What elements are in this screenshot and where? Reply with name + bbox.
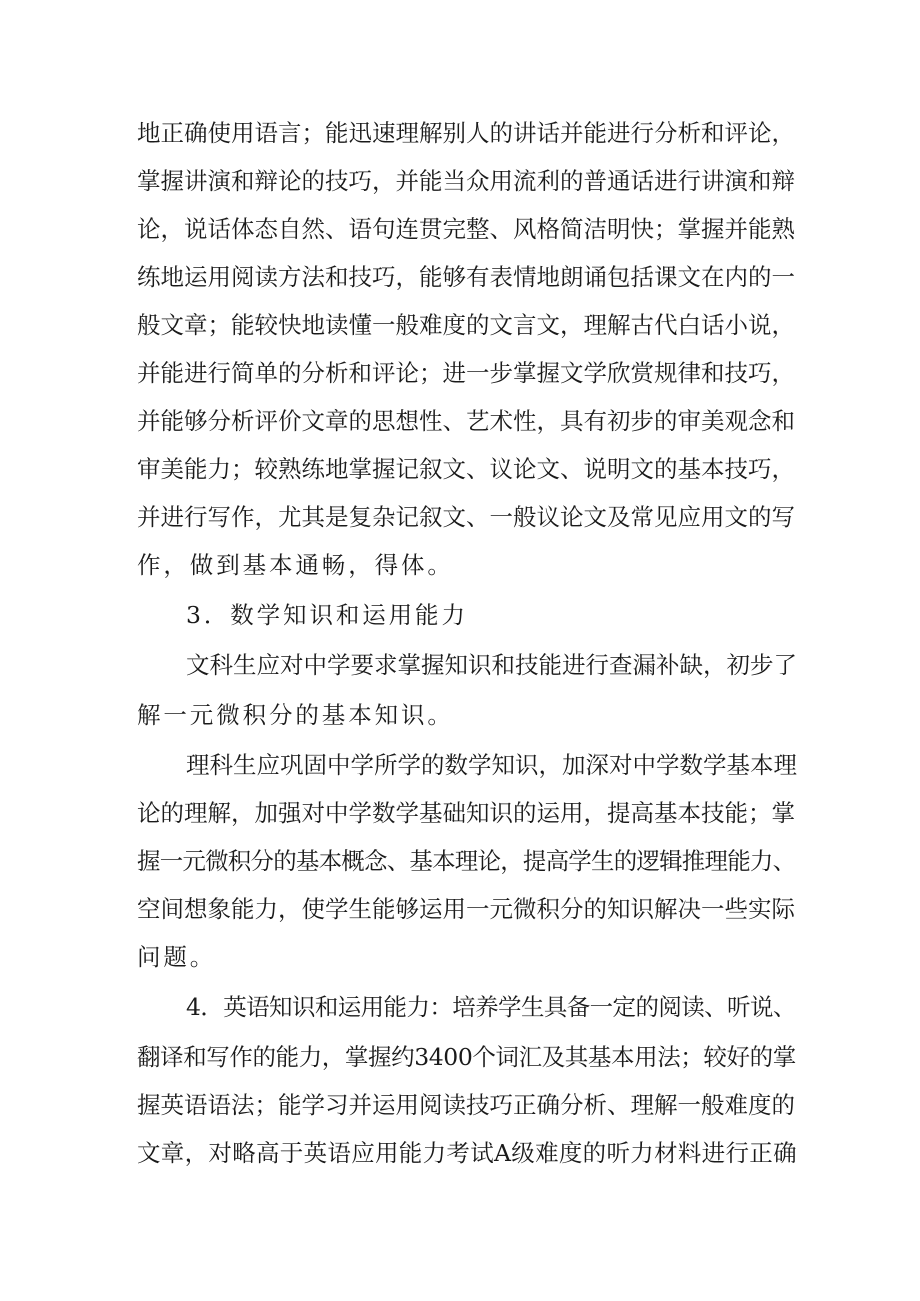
text-line: 论的理解，加强对中学数学基础知识的运用，提高基本技能；掌 — [137, 799, 795, 827]
text-line: 地正确使用语言；能迅速理解别人的讲话并能进行分析和评论， — [137, 119, 795, 147]
section-heading: 4．英语知识和运用能力：培养学生具备一定的阅读、听说、 — [186, 993, 796, 1021]
text-line: 并进行写作，尤其是复杂记叙文、一般议论文及常见应用文的写 — [137, 503, 795, 531]
text-line: 般文章；能较快地读懂一般难度的文言文，理解古代白话小说， — [137, 311, 795, 339]
text-line: 审美能力；较熟练地掌握记叙文、议论文、说明文的基本技巧， — [137, 455, 795, 483]
text-line: 并能进行简单的分析和评论；进一步掌握文学欣赏规律和技巧， — [137, 359, 795, 387]
text-line: 解一元微积分的基本知识。 — [137, 701, 454, 729]
text-line: 翻译和写作的能力，掌握约3400个词汇及其基本用法；较好的掌 — [137, 1043, 796, 1071]
text-line: 练地运用阅读方法和技巧，能够有表情地朗诵包括课文在内的一 — [137, 263, 795, 291]
text-line: 文章，对略高于英语应用能力考试A级难度的听力材料进行正确 — [137, 1139, 797, 1167]
text-line: 握一元微积分的基本概念、基本理论，提高学生的逻辑推理能力、 — [137, 847, 796, 875]
text-line: 握英语语法；能学习并运用阅读技巧正确分析、理解一般难度的 — [137, 1091, 795, 1119]
text-line: 并能够分析评价文章的思想性、艺术性，具有初步的审美观念和 — [137, 407, 795, 435]
text-line: 论，说话体态自然、语句连贯完整、风格简洁明快；掌握并能熟 — [137, 215, 795, 243]
paragraph-first-line: 理科生应巩固中学所学的数学知识，加深对中学数学基本理 — [186, 751, 797, 779]
text-line: 作，做到基本通畅，得体。 — [137, 551, 454, 579]
text-line: 空间想象能力，使学生能够运用一元微积分的知识解决一些实际 — [137, 895, 795, 923]
text-line: 问题。 — [137, 943, 217, 971]
paragraph-first-line: 文科生应对中学要求掌握知识和技能进行查漏补缺，初步了 — [186, 651, 797, 679]
section-heading: 3．数学知识和运用能力 — [186, 601, 468, 629]
text-line: 掌握讲演和辩论的技巧，并能当众用流利的普通话进行讲演和辩 — [137, 167, 795, 195]
